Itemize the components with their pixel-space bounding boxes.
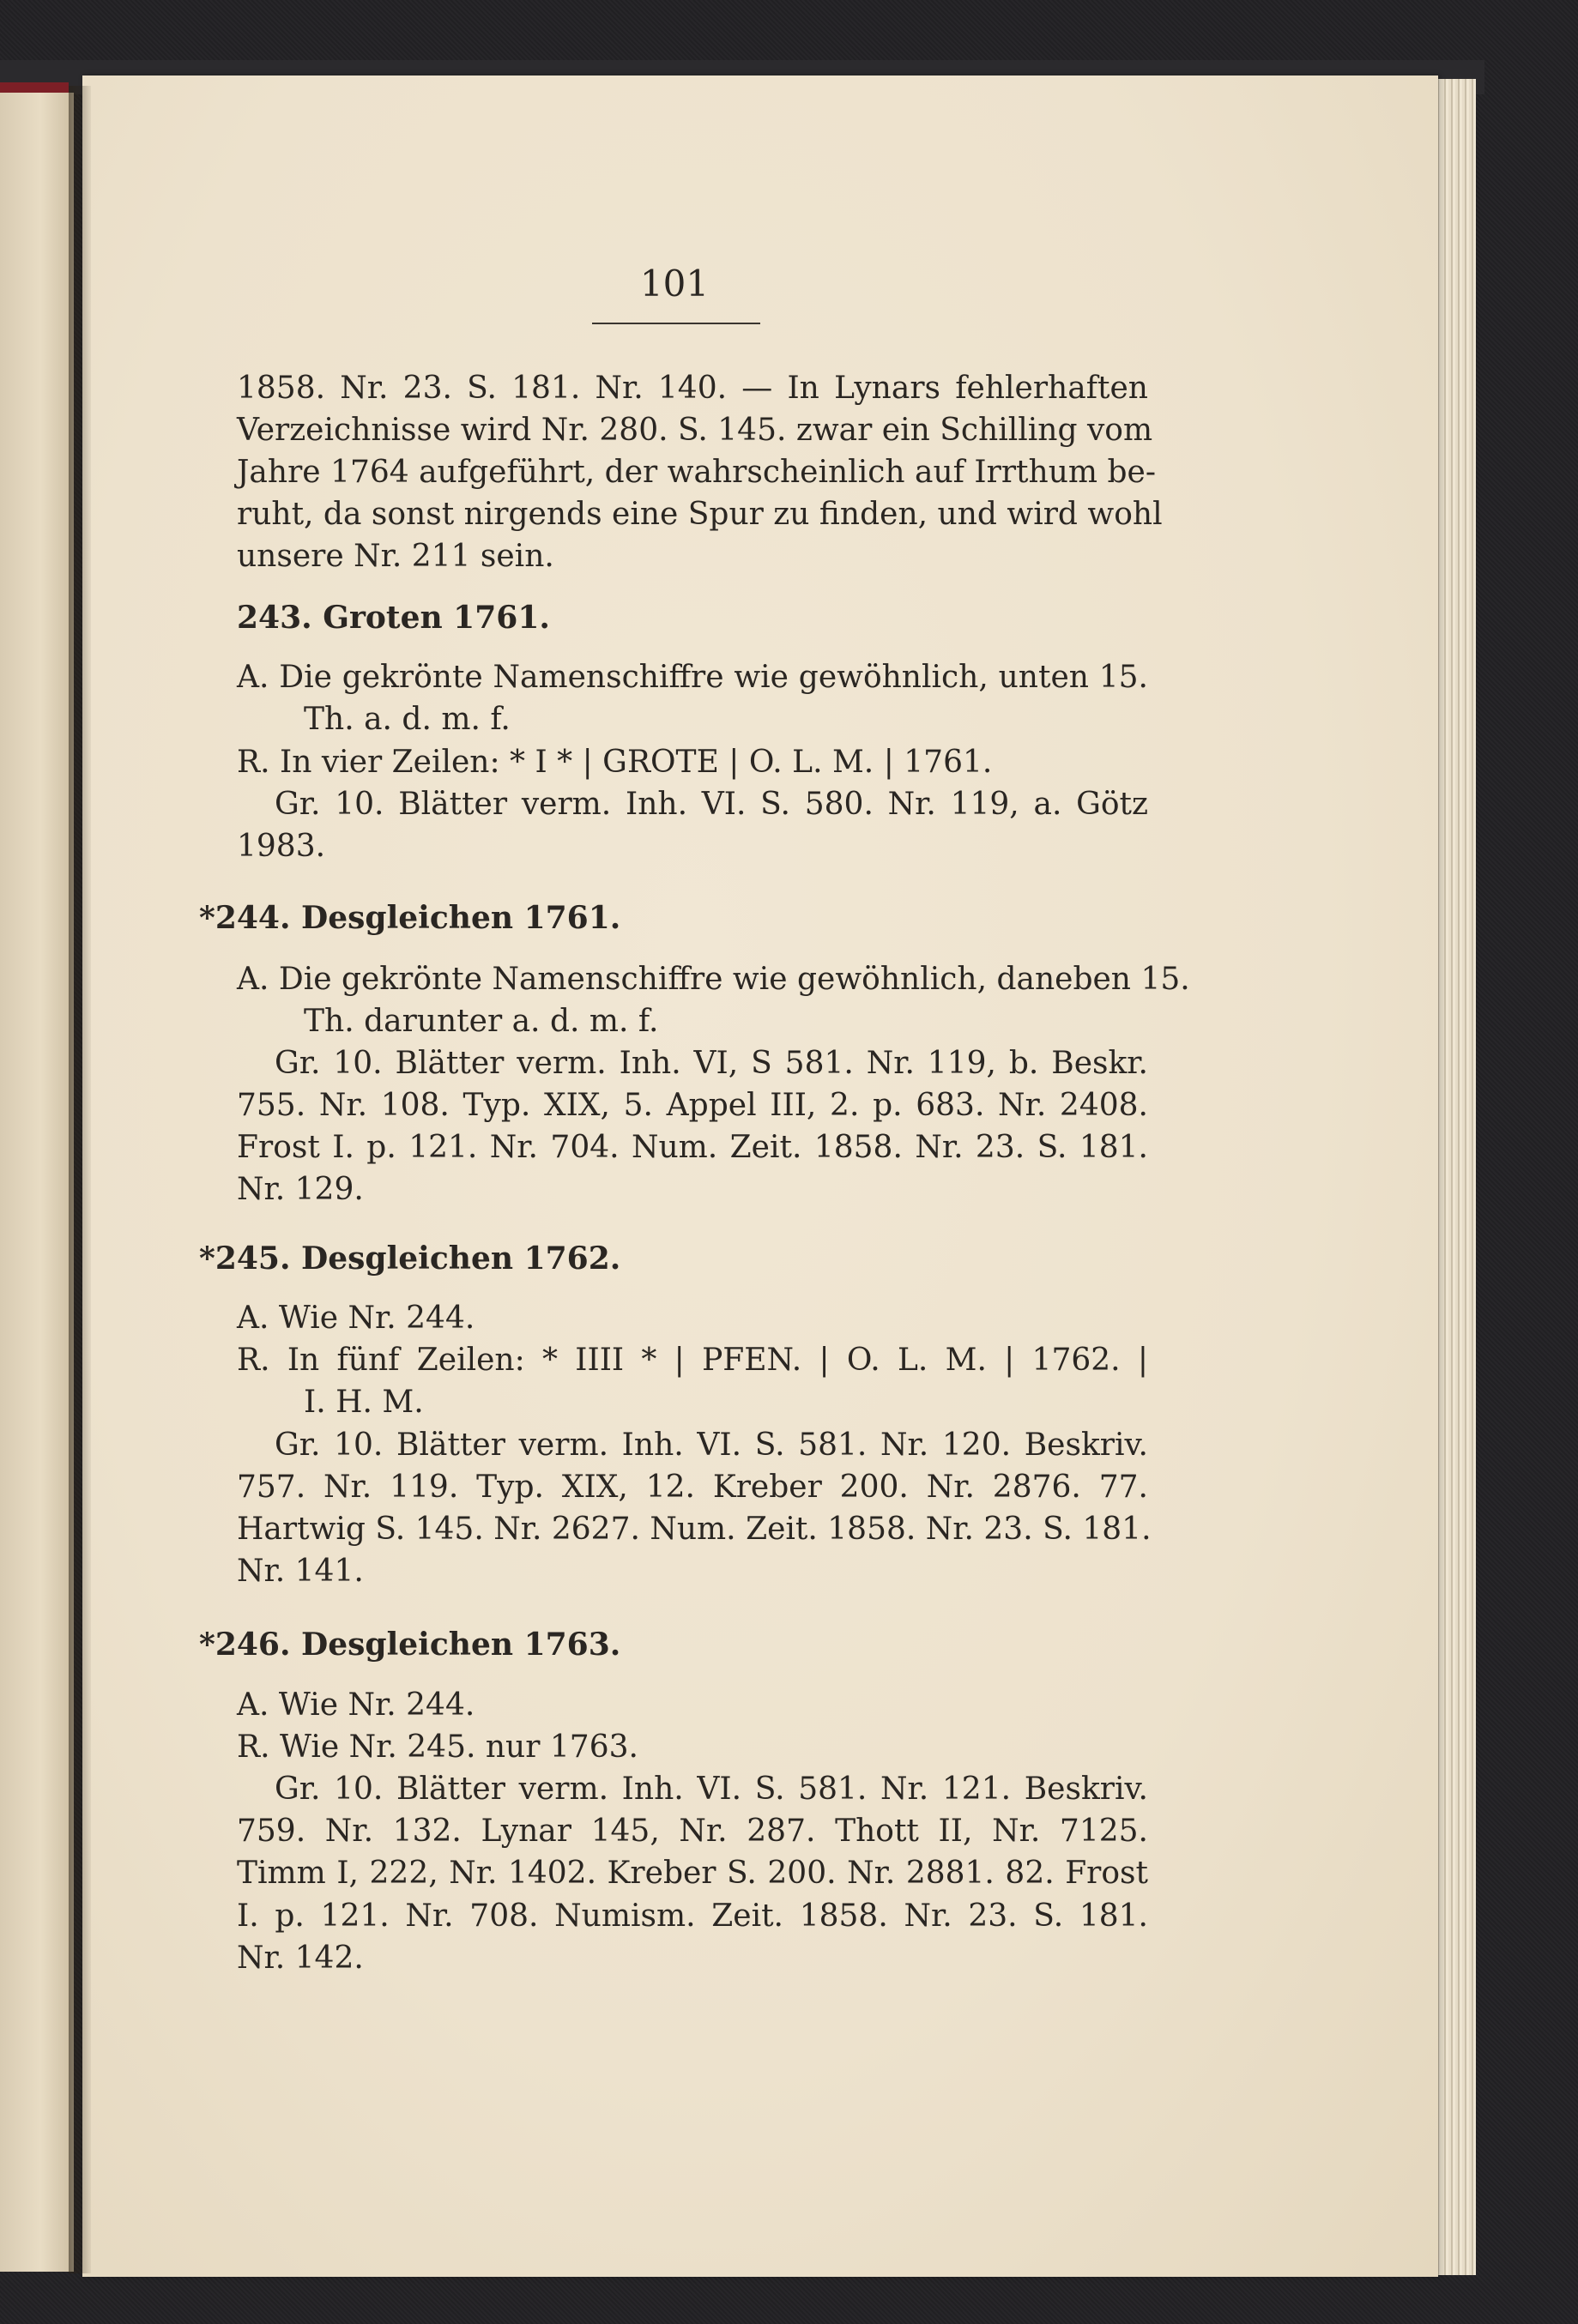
entry-line: Gr. 10. Blätter verm. Inh. VI, S 581. Nr. 119, b. Beskr. bbox=[275, 1046, 1148, 1081]
entry-line: I. p. 121. Nr. 708. Numism. Zeit. 1858. Nr. 23. S. 181. bbox=[237, 1898, 1148, 1934]
entry-line: Th. darunter a. d. m. f. bbox=[304, 1004, 659, 1039]
entry-line: Nr. 129. bbox=[237, 1172, 364, 1207]
entry-line: R. In vier Zeilen: * I * | GROTE | O. L. M. | 1761. bbox=[237, 745, 993, 780]
gutter-shadow bbox=[69, 86, 91, 2273]
entry-line: Timm I, 222, Nr. 1402. Kreber S. 200. Nr. 2881. 82. Frost bbox=[237, 1856, 1148, 1891]
entry-line: Frost I. p. 121. Nr. 704. Num. Zeit. 1858. Nr. 23. S. 181. bbox=[237, 1130, 1148, 1165]
entry-line: Gr. 10. Blätter verm. Inh. VI. S. 581. Nr. 121. Beskriv. bbox=[275, 1772, 1148, 1807]
entry-line: R. Wie Nr. 245. nur 1763. bbox=[237, 1729, 638, 1765]
entry-line: Hartwig S. 145. Nr. 2627. Num. Zeit. 1858. Nr. 23. S. 181. bbox=[237, 1512, 1152, 1547]
entry-line: Nr. 141. bbox=[237, 1554, 364, 1589]
page-number: 101 bbox=[639, 263, 710, 305]
entry-line: A. Wie Nr. 244. bbox=[237, 1301, 475, 1336]
entry-heading: *245. Desgleichen 1762. bbox=[199, 1240, 621, 1277]
entry-line: 1983. bbox=[237, 829, 326, 864]
entry-line: A. Die gekrönte Namenschiffre wie gewöhnlich, daneben 15. bbox=[237, 962, 1190, 997]
page-number-rule bbox=[592, 323, 760, 324]
entry-line: Gr. 10. Blätter verm. Inh. VI. S. 580. Nr. 119, a. Götz bbox=[275, 787, 1148, 822]
entry-line: Th. a. d. m. f. bbox=[304, 702, 511, 737]
entry-line: 759. Nr. 132. Lynar 145, Nr. 287. Thott II, Nr. 7125. bbox=[237, 1814, 1148, 1849]
entry-line: 757. Nr. 119. Typ. XIX, 12. Kreber 200. Nr. 2876. 77. bbox=[237, 1470, 1148, 1505]
entry-line: A. Wie Nr. 244. bbox=[237, 1687, 475, 1723]
entry-line: I. H. M. bbox=[304, 1385, 424, 1420]
entry-line: R. In fünf Zeilen: * IIII * | PFEN. | O. L. M. | 1762. | bbox=[237, 1343, 1148, 1378]
intro-line: Verzeichnisse wird Nr. 280. S. 145. zwar ein Schilling vom bbox=[237, 413, 1153, 448]
intro-line: 1858. Nr. 23. S. 181. Nr. 140. — In Lynars fehlerhaften bbox=[237, 371, 1148, 406]
entry-heading: 243. Groten 1761. bbox=[237, 600, 550, 636]
intro-line: Jahre 1764 aufgeführt, der wahrscheinlich auf Irrthum be- bbox=[237, 455, 1156, 490]
entry-line: Gr. 10. Blätter verm. Inh. VI. S. 581. Nr. 120. Beskriv. bbox=[275, 1428, 1148, 1463]
entry-line: Nr. 142. bbox=[237, 1941, 364, 1976]
entry-line: A. Die gekrönte Namenschiffre wie gewöhnlich, unten 15. bbox=[237, 660, 1148, 695]
entry-heading: *246. Desgleichen 1763. bbox=[199, 1627, 621, 1663]
facing-page-edge bbox=[0, 93, 74, 2272]
entry-heading: *244. Desgleichen 1761. bbox=[199, 900, 621, 936]
entry-line: 755. Nr. 108. Typ. XIX, 5. Appel III, 2. p. 683. Nr. 2408. bbox=[237, 1088, 1148, 1123]
intro-line: ruht, da sonst nirgends eine Spur zu finden, und wird wohl bbox=[237, 497, 1163, 532]
intro-line: unsere Nr. 211 sein. bbox=[237, 539, 554, 574]
